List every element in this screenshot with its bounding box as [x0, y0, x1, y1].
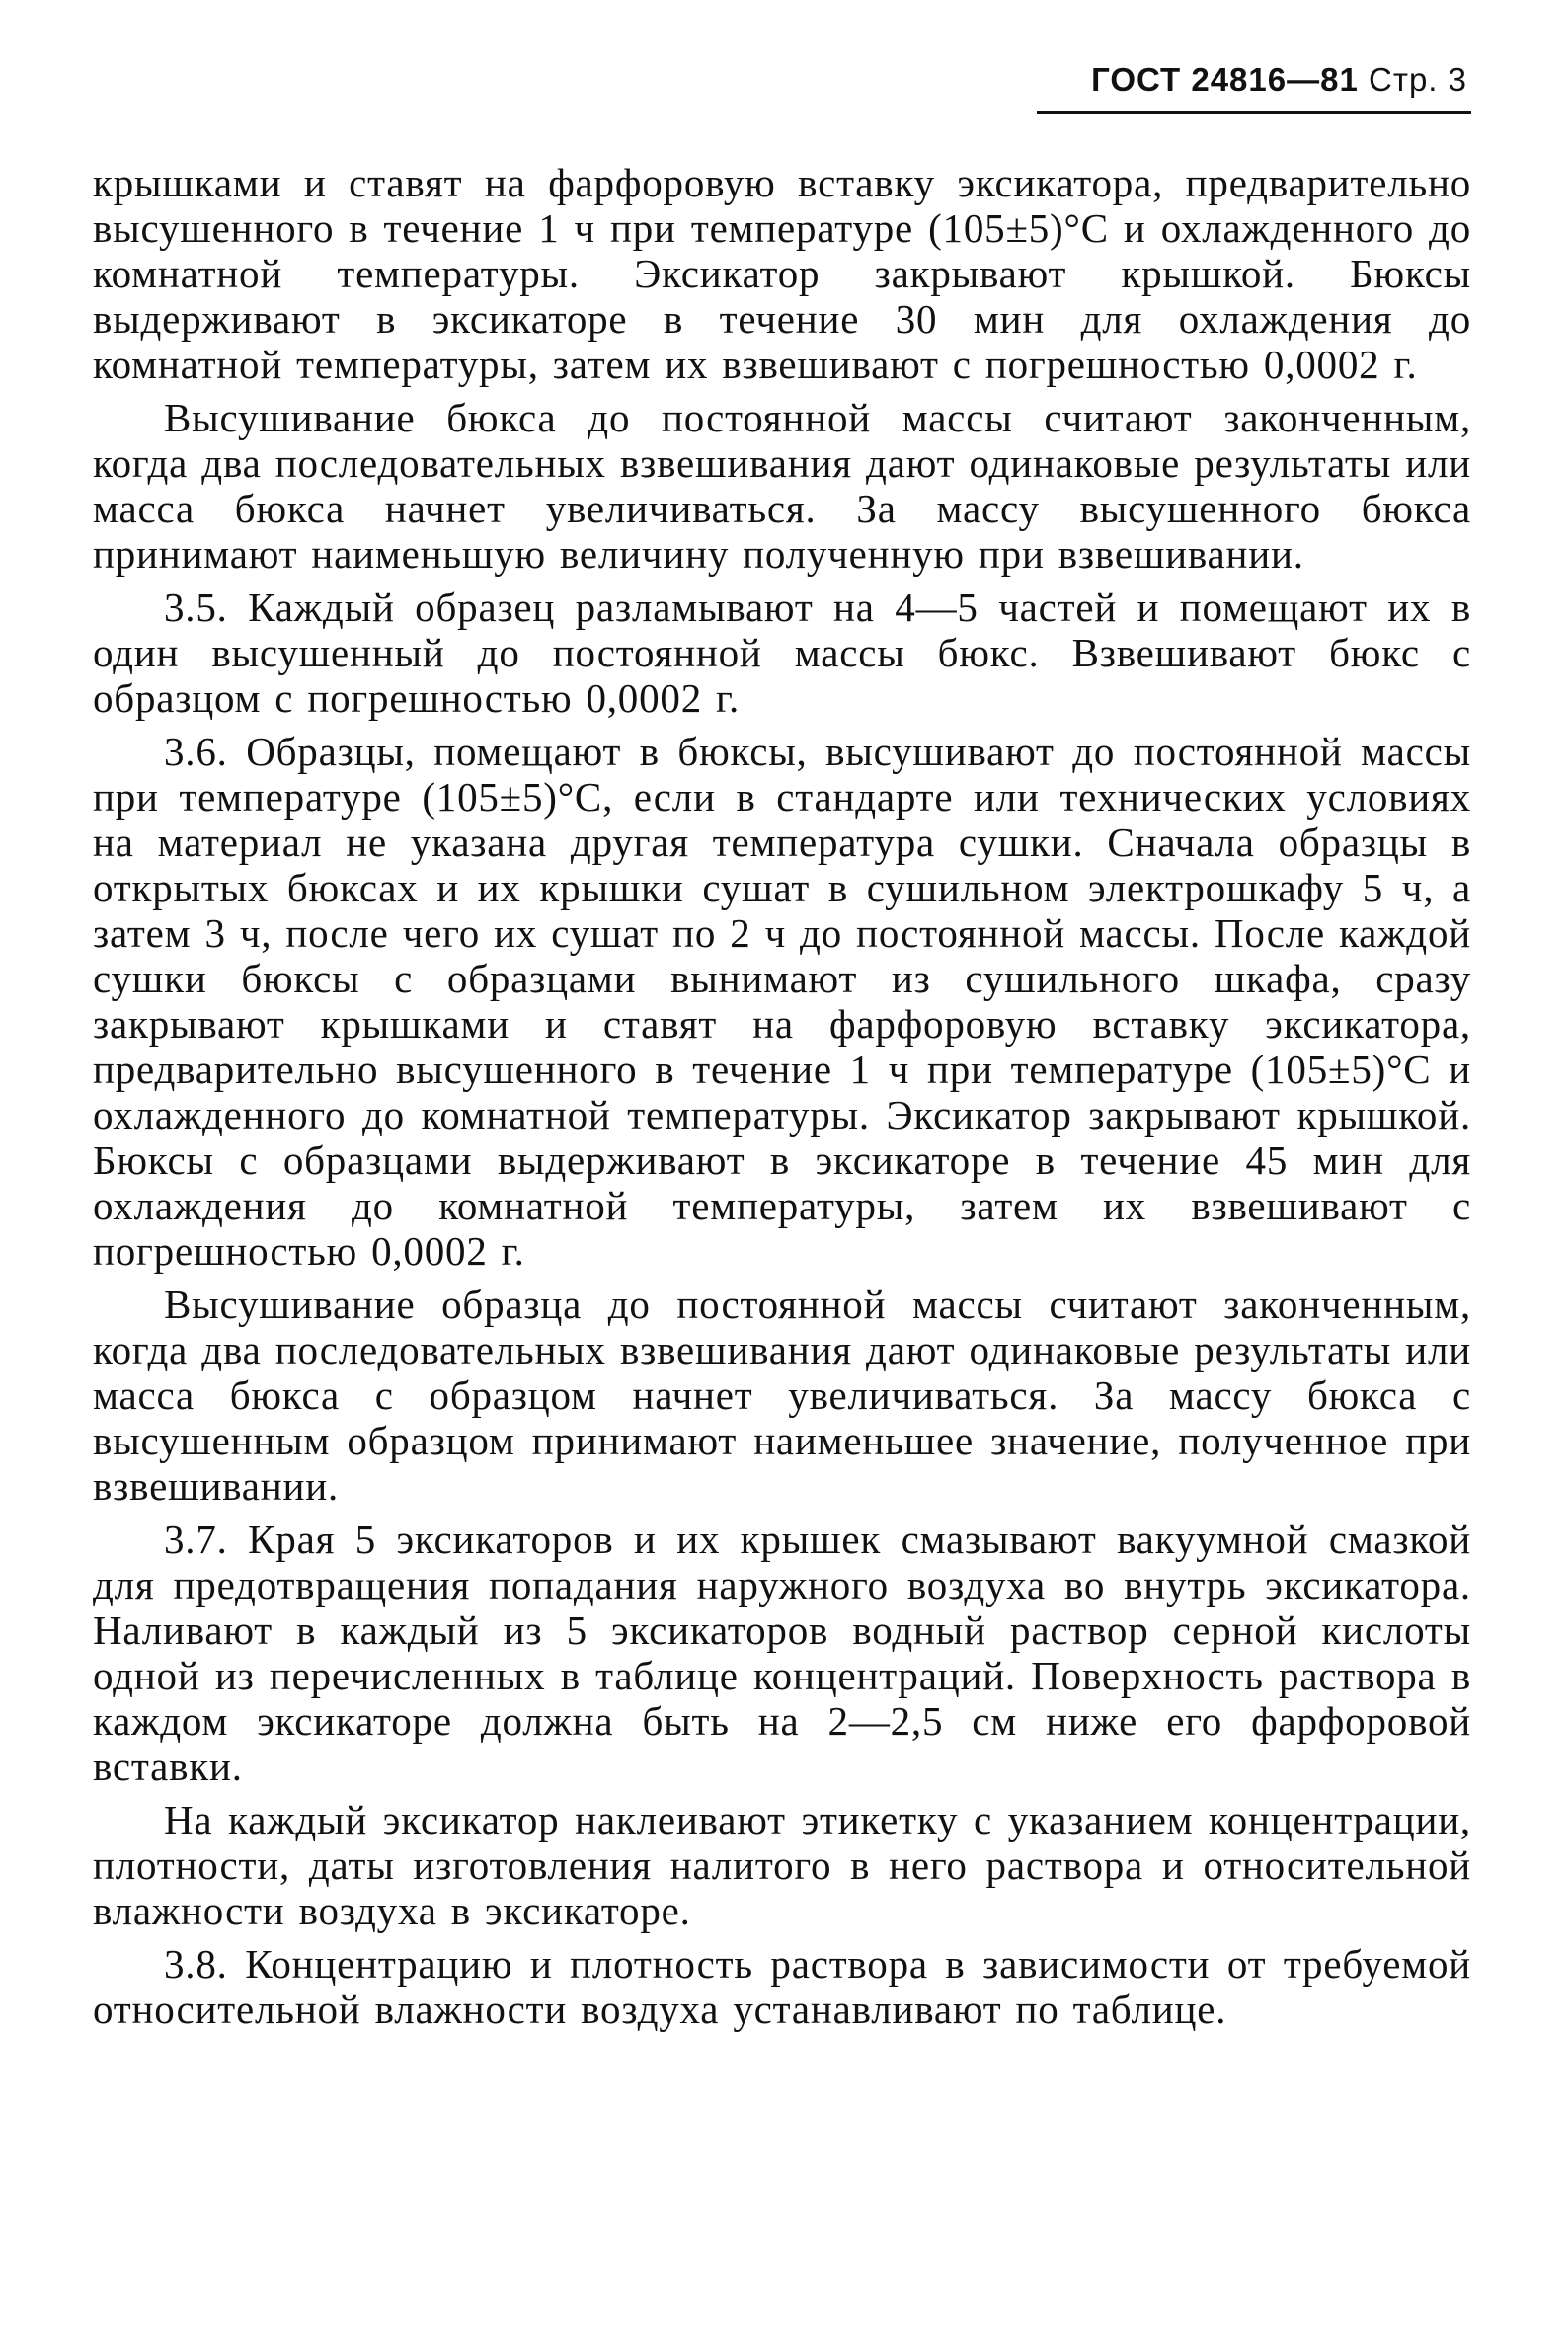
paragraph-3-5: 3.5. Каждый образец разламывают на 4—5 частей и помещают их в один высушенный до постоянной массы бюкс. Взвешивают бюкс с образцом с погрешностью 0,0002 г.	[93, 585, 1471, 721]
body-text	[93, 160, 1471, 2040]
paragraph-3-6: 3.6. Образцы, помещают в бюксы, высушивают до постоянной массы при температуре (105±5)°С, если в стандарте или технических условиях на материал не указана другая температура сушки. Сначала образцы в открытых бюксах и их крышки сушат в сушильном электрошкафу 5 ч, а затем 3 ч, после чего их сушат по 2 ч до постоянной массы. После каждой сушки бюксы с образцами вынимают из сушильного шкафа, сразу закрывают крышками и ставят на фарфоровую вставку эксикатора, предварительно высушенного в течение 1 ч при температуре (105±5)°С и охлажденного до комнатной температуры. Эксикатор закрывают крышкой. Бюксы с образцами выдерживают в эксикаторе в течение 45 мин для охлаждения до комнатной температуры, затем их взвешивают с погрешностью 0,0002 г.	[93, 729, 1471, 1274]
paragraph-label: На каждый эксикатор наклеивают этикетку с указанием концентрации, плотности, даты изготовления налитого в него раствора и относительной влажности воздуха в эксикаторе.	[93, 1797, 1471, 1933]
page-header	[1091, 61, 1467, 99]
paragraph-continuation: крышками и ставят на фарфоровую вставку эксикатора, предварительно высушенного в течение 1 ч при температуре (105±5)°С и охлажденного до комнатной температуры. Эксикатор закрывают крышкой. Бюксы выдерживают в эксикаторе в течение 30 мин для охлаждения до комнатной температуры, затем их взвешивают с погрешностью 0,0002 г.	[93, 160, 1471, 387]
page-number: Стр. 3	[1369, 61, 1467, 98]
paragraph-3-7: 3.7. Края 5 эксикаторов и их крышек смазывают вакуумной смазкой для предотвращения попадания наружного воздуха во внутрь эксикатора. Наливают в каждый из 5 эксикаторов водный раствор серной кислоты одной из перечисленных в таблице концентраций. Поверхность раствора в каждом эксикаторе должна быть на 2—2,5 см ниже его фарфоровой вставки.	[93, 1517, 1471, 1789]
standard-number: ГОСТ 24816—81	[1091, 61, 1359, 98]
header-rule	[1037, 111, 1471, 114]
paragraph-sample-drying: Высушивание образца до постоянной массы считают законченным, когда два последовательных взвешивания дают одинаковые результаты или масса бюкса с образцом начнет увеличиваться. За массу бюкса с высушенным образцом принимают наименьшее значение, полученное при взвешивании.	[93, 1282, 1471, 1509]
paragraph-3-8: 3.8. Концентрацию и плотность раствора в зависимости от требуемой относительной влажности воздуха устанавливают по таблице.	[93, 1941, 1471, 2032]
paragraph-bottle-drying: Высушивание бюкса до постоянной массы считают законченным, когда два последовательных взвешивания дают одинаковые результаты или масса бюкса начнет увеличиваться. За массу высушенного бюкса принимают наименьшую величину полученную при взвешивании.	[93, 395, 1471, 577]
